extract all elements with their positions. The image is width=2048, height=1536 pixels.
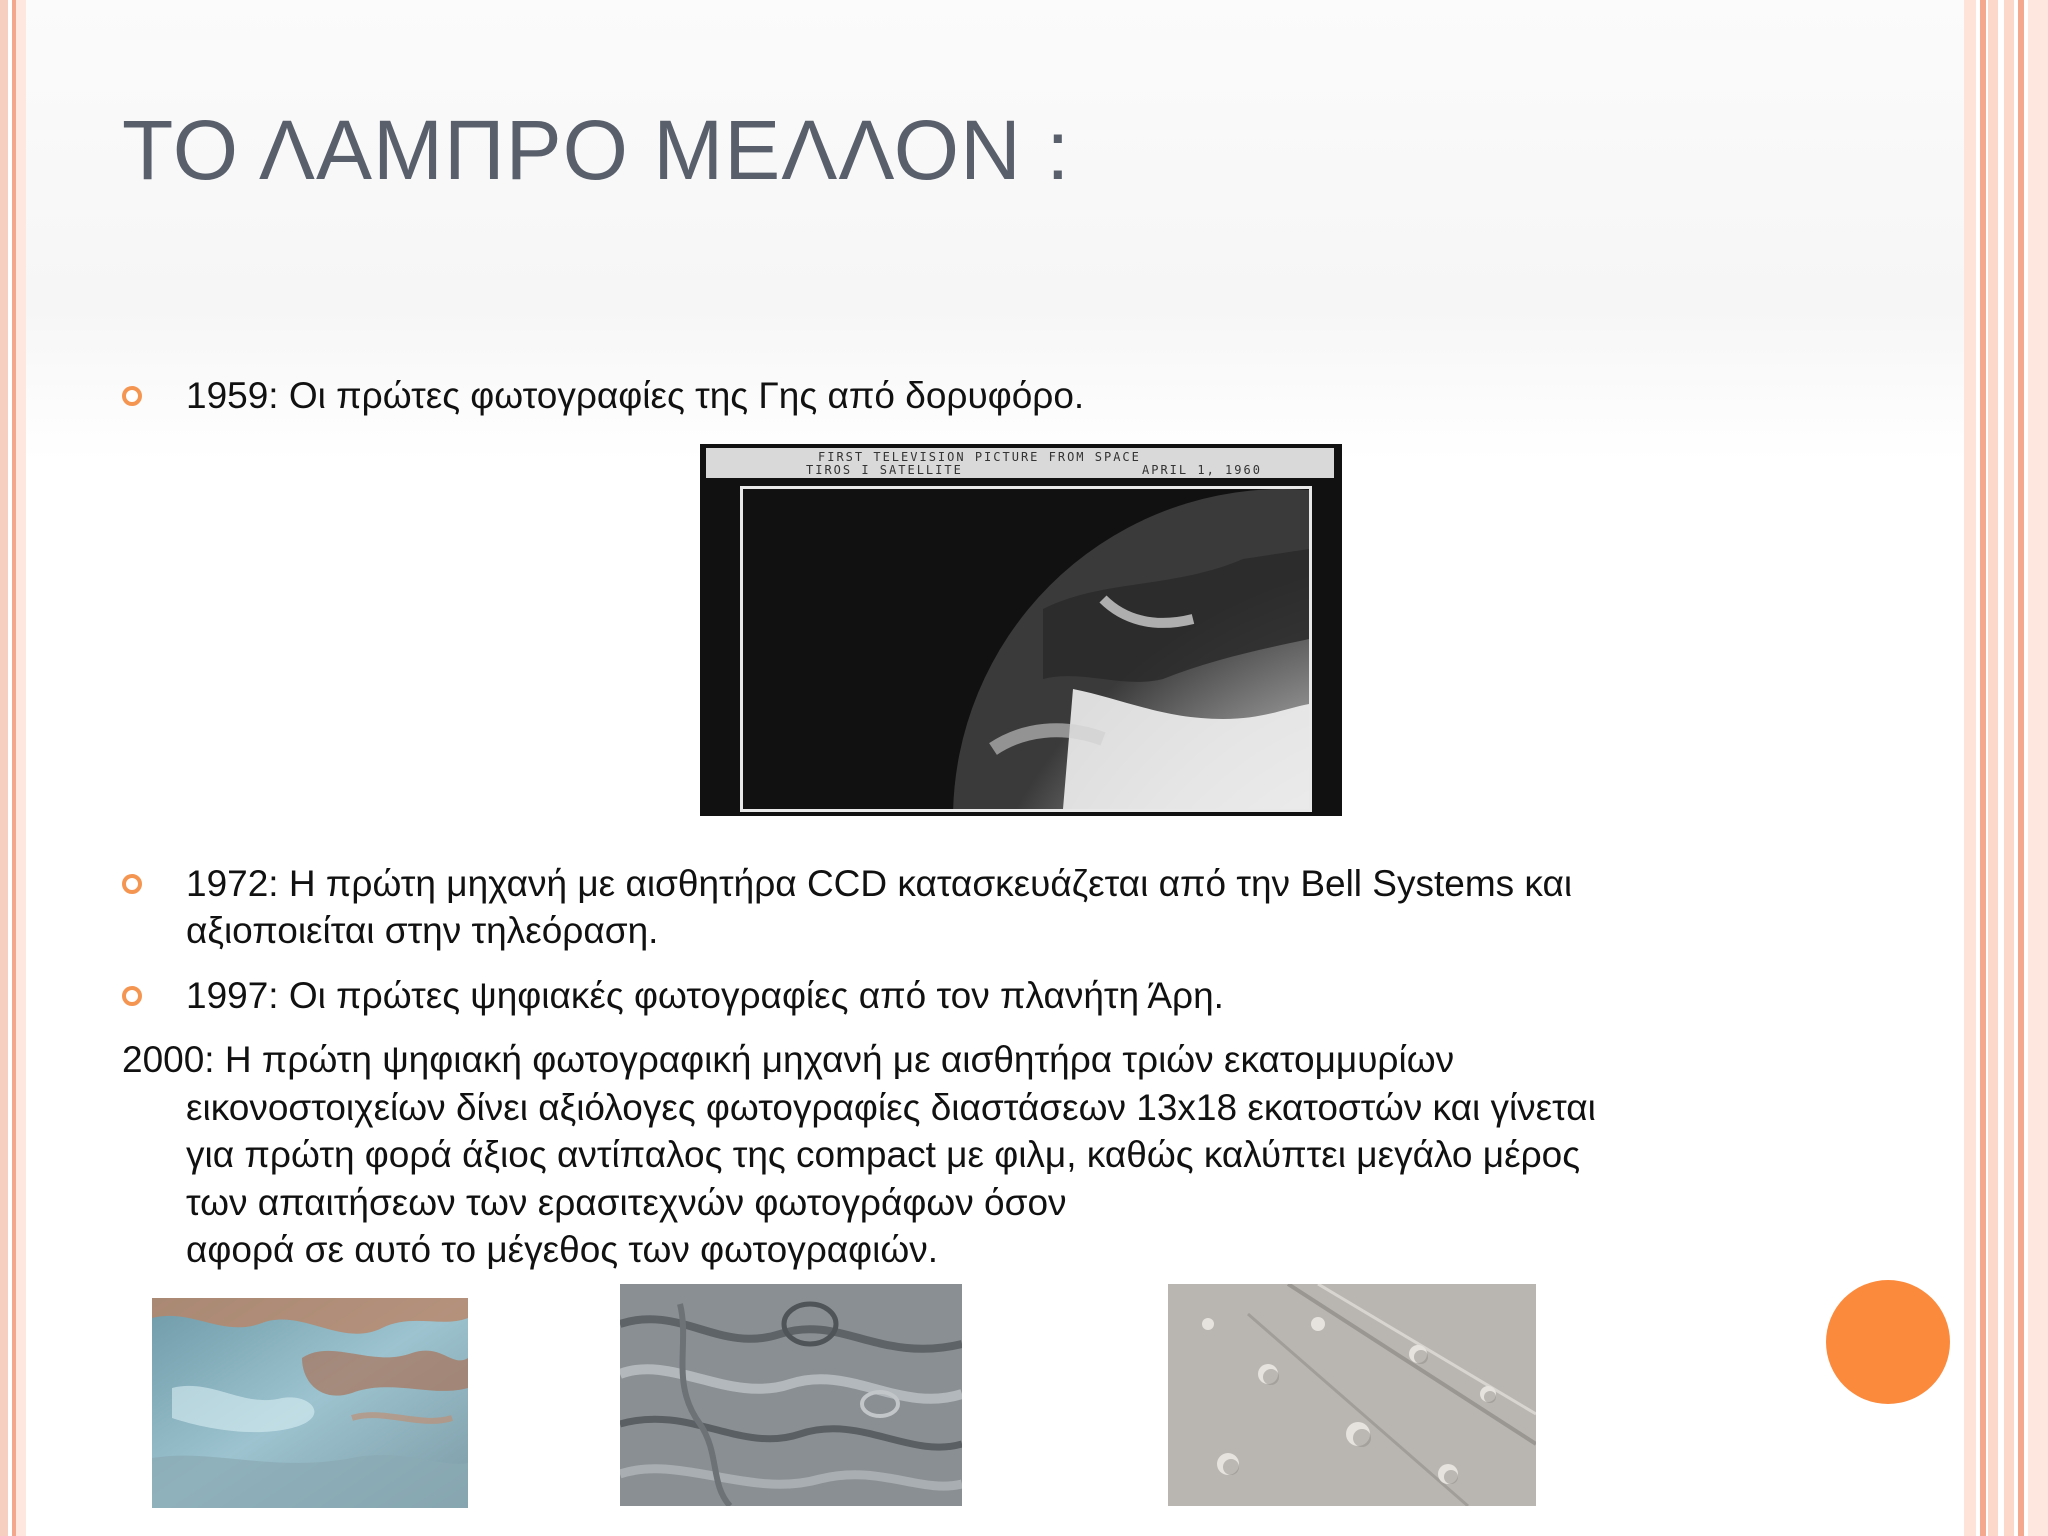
photo-caption [706,448,1334,478]
caption-line-2-left: TIROS I SATELLITE [806,463,963,477]
decorative-orange-circle [1826,1280,1950,1404]
paragraph-line: εικονοστοιχείων δίνει αξιόλογες φωτογραφίες διαστάσεων 13x18 εκατοστών και γίνεται [186,1086,1596,1128]
bullet-ring-icon [122,874,142,894]
mars-surface-photo-1 [152,1298,468,1508]
mars-surface-photo-3 [1168,1284,1536,1506]
bullet-text: 1959: Οι πρώτες φωτογραφίες της Γης από δορυφόρο. [186,375,1085,416]
bullet-text-line-2: αξιοποιείται στην τηλεόραση. [186,910,659,951]
caption-line-1: FIRST TELEVISION PICTURE FROM SPACE [818,450,1141,464]
mars-surface-photo-2 [620,1284,962,1506]
earth-image [740,486,1312,812]
left-frame-border [0,0,26,1536]
paragraph-line: αφορά σε αυτό το μέγεθος των φωτογραφιών. [186,1229,939,1270]
bullet-ring-icon [122,386,142,406]
right-frame-border [1964,0,2048,1536]
paragraph-line: για πρώτη φορά άξιος αντίπαλος της compact με φιλμ, καθώς καλύπτει μεγάλο μέρος [186,1134,1581,1175]
caption-line-2-right: APRIL 1, 1960 [1142,463,1262,477]
paragraph-2000 [122,1036,1762,1274]
paragraph-line: 2000: Η πρώτη ψηφιακή φωτογραφική μηχανή με αισθητήρα τριών εκατομμυρίων [122,1039,1455,1080]
bullet-text-line-1: 1972: Η πρώτη μηχανή με αισθητήρα CCD κατασκευάζεται από την Bell Systems και [186,863,1573,904]
bullet-ring-icon [122,986,142,1006]
paragraph-line: των απαιτήσεων των ερασιτεχνών φωτογράφων όσον [186,1181,1067,1223]
bullet-text: 1997: Οι πρώτες ψηφιακές φωτογραφίες από τον πλανήτη Άρη. [186,975,1224,1016]
slide-title: ΤΟ ΛΑΜΠΡΟ ΜΕΛΛΟΝ : [122,103,1071,197]
earth-from-space-photo [700,444,1342,816]
